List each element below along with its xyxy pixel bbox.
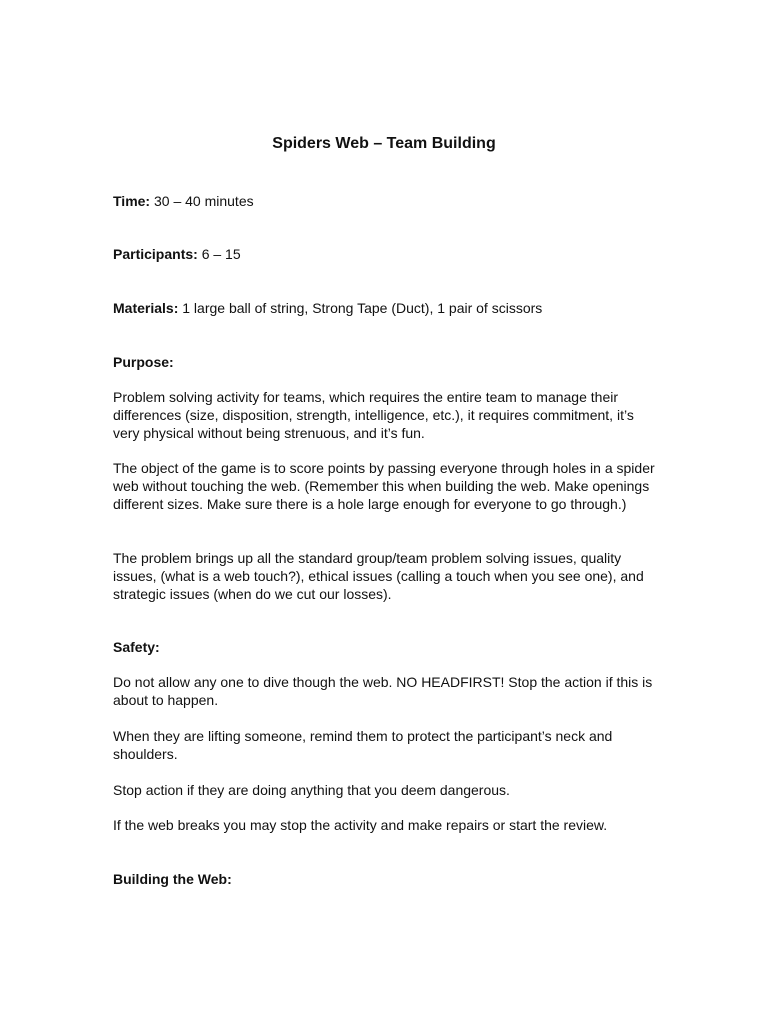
purpose-paragraph-2: The object of the game is to score points by passing everyone through holes in a spider web without touching the web. (Remember this when building the web. Make openings different sizes. Make sure there is a hole large enough for everyone to go through.)	[113, 460, 655, 512]
time-line	[113, 192, 254, 210]
time-label: Time:	[113, 193, 151, 209]
safety-paragraph-1: Do not allow any one to dive though the web. NO HEADFIRST! Stop the action if this is about to happen.	[113, 674, 653, 708]
purpose-heading: Purpose:	[113, 354, 174, 370]
materials-value: 1 large ball of string, Strong Tape (Duct), 1 pair of scissors	[182, 300, 543, 316]
safety-heading: Safety:	[113, 639, 160, 655]
purpose-paragraph-3: The problem brings up all the standard group/team problem solving issues, quality issues, (what is a web touch?), ethical issues (calling a touch when you see one), and strategic issues (when do we cut our losses).	[113, 550, 644, 602]
purpose-paragraph-1: Problem solving activity for teams, which requires the entire team to manage their differences (size, disposition, strength, intelligence, etc.), it requires commitment, it’s very physical without being strenuous, and it’s fun.	[113, 389, 634, 441]
safety-paragraph-3: Stop action if they are doing anything that you deem dangerous.	[113, 782, 510, 798]
participants-label: Participants:	[113, 246, 198, 262]
time-value: 30 – 40 minutes	[153, 193, 254, 209]
safety-paragraph-4: If the web breaks you may stop the activity and make repairs or start the review.	[113, 817, 608, 833]
building-heading: Building the Web:	[113, 871, 232, 887]
participants-line	[113, 245, 241, 263]
materials-line	[113, 299, 542, 317]
materials-label: Materials:	[113, 300, 179, 316]
document-title: Spiders Web – Team Building	[272, 135, 496, 152]
participants-value: 6 – 15	[201, 246, 241, 262]
safety-paragraph-2: When they are lifting someone, remind them to protect the participant’s neck and shoulders.	[113, 728, 613, 762]
